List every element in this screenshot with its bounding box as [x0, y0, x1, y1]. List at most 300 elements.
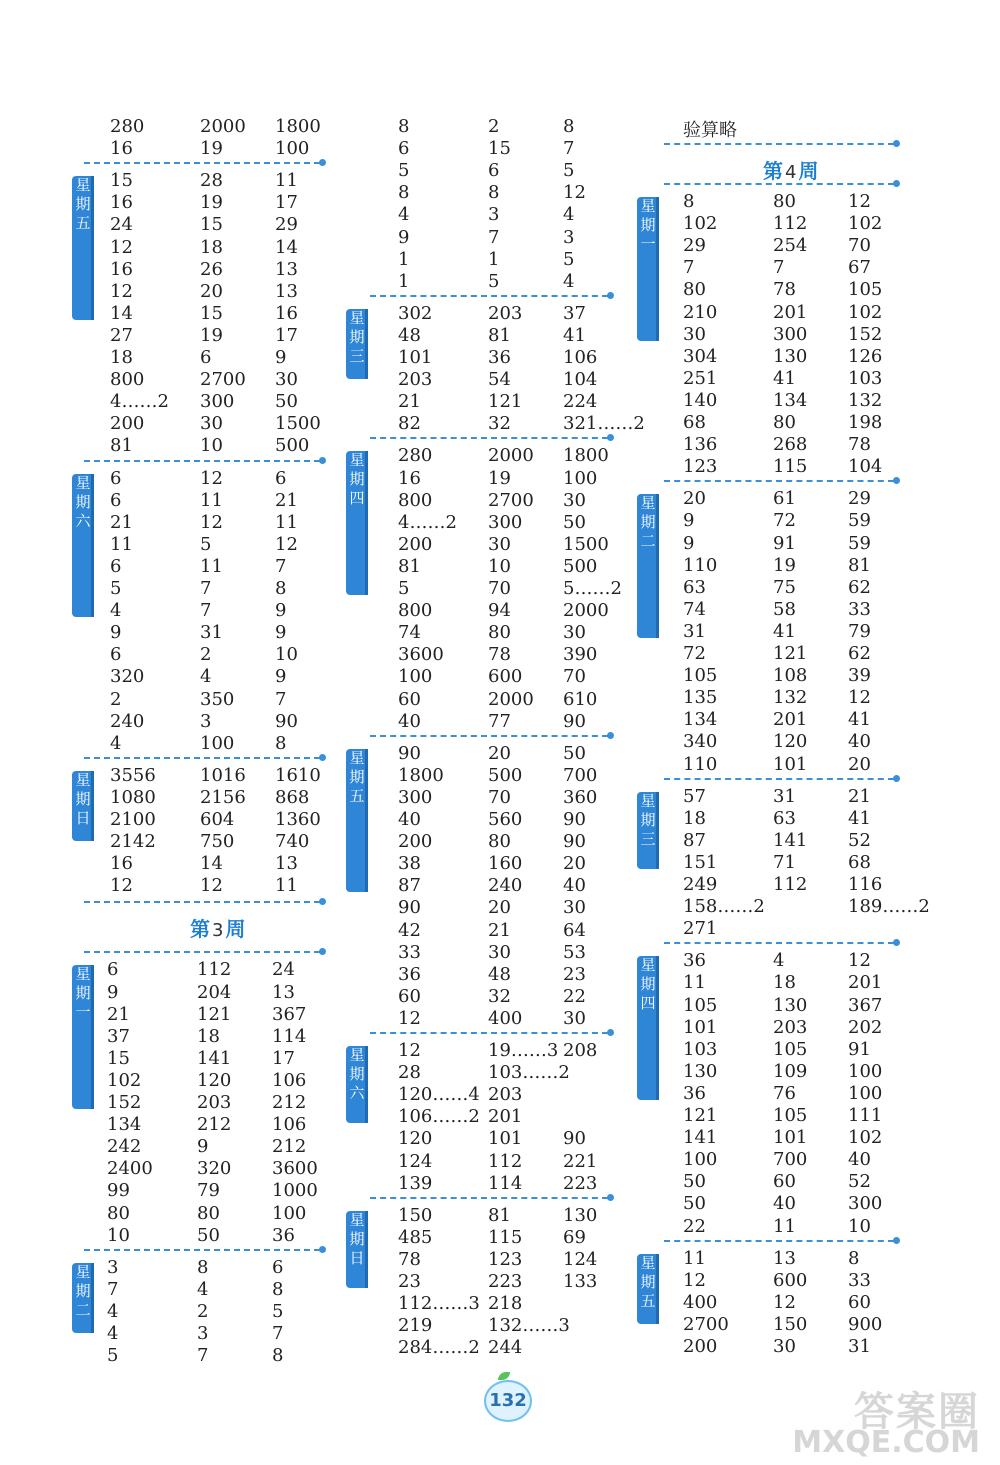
answer-value: 60 — [773, 1171, 796, 1193]
answer-row — [110, 116, 410, 138]
answer-row — [683, 687, 983, 709]
answer-value: 3 — [488, 204, 500, 226]
weekday-tab-char: 期 — [349, 1229, 365, 1248]
answer-row — [683, 1336, 983, 1358]
answer-value: 18 — [110, 347, 133, 368]
answer-value: 80 — [488, 831, 511, 853]
answer-value: 57 — [683, 785, 706, 807]
answer-value: 60 — [848, 1291, 871, 1313]
answer-value: 100 — [563, 467, 598, 489]
answer-value: 16 — [110, 258, 133, 280]
answer-value: 13 — [275, 853, 298, 875]
answer-value: 21 — [275, 489, 298, 511]
answer-value: 11 — [200, 555, 223, 577]
answer-value: 19 — [200, 138, 223, 160]
answer-value: 78 — [773, 279, 796, 301]
answer-value: 90 — [563, 831, 586, 853]
answer-value: 17 — [275, 324, 298, 346]
answer-row — [107, 1323, 407, 1345]
answer-value: 14 — [275, 236, 298, 258]
answer-row — [107, 1004, 407, 1026]
answer-row — [683, 972, 983, 994]
answer-value: 75 — [773, 576, 796, 598]
answer-value: 700 — [563, 764, 598, 786]
answer-row — [683, 235, 983, 257]
answer-row — [683, 456, 983, 478]
answer-value: 90 — [275, 710, 298, 732]
answer-value: 300 — [773, 323, 808, 345]
answer-value: 71 — [773, 851, 796, 873]
answer-row — [398, 875, 698, 897]
answer-value: 16 — [275, 302, 298, 324]
answer-value: 6 — [275, 467, 287, 489]
answer-value: 2 — [197, 1300, 209, 1322]
answer-value: 560 — [488, 809, 523, 830]
answer-value: 210 — [683, 301, 718, 323]
answer-value: 36 — [398, 963, 421, 985]
answer-row — [683, 1061, 983, 1083]
answer-value: 1500 — [563, 533, 609, 555]
answer-value: 5 — [398, 578, 410, 599]
answer-value: 4 — [563, 204, 575, 226]
answer-value: 8 — [488, 182, 500, 204]
answer-value: 244 — [488, 1337, 523, 1359]
answer-value: 240 — [488, 875, 523, 897]
answer-value: 12 — [398, 1040, 421, 1061]
answer-row — [683, 279, 983, 301]
answer-row — [683, 1017, 983, 1039]
answer-value: 17 — [272, 1047, 295, 1069]
answer-value: 114 — [272, 1025, 307, 1047]
answer-row — [683, 302, 983, 324]
answer-value: 4 — [563, 270, 575, 292]
answer-value: 31 — [773, 785, 796, 807]
answer-value: 80 — [488, 622, 511, 644]
weekday-tab — [346, 309, 368, 379]
answer-value: 134 — [683, 709, 718, 731]
answer-value: 8 — [398, 116, 410, 137]
answer-value: 8 — [563, 116, 575, 137]
answer-value: 160 — [488, 853, 523, 875]
answer-value: 81 — [110, 435, 133, 457]
answer-row — [683, 412, 983, 434]
answer-value: 2400 — [107, 1158, 153, 1180]
answer-value: 40 — [773, 1193, 796, 1215]
answer-value: 12 — [110, 280, 133, 302]
answer-value: 11 — [275, 875, 298, 897]
weekday-tab-char: 二 — [75, 1300, 91, 1319]
answer-value: 53 — [563, 941, 586, 963]
answer-value: 103……2 — [488, 1062, 570, 1084]
answer-value: 21 — [107, 1003, 130, 1025]
answer-value: 18 — [683, 807, 706, 829]
answer-value: 100 — [848, 1082, 883, 1104]
answer-value: 242 — [107, 1136, 142, 1158]
answer-value: 110 — [683, 554, 718, 576]
answer-value: 152 — [107, 1092, 142, 1113]
answer-value: 24 — [110, 214, 133, 236]
answer-value: 2000 — [488, 445, 534, 467]
answer-value: 87 — [683, 829, 706, 851]
answer-row — [398, 413, 698, 435]
weekday-tab — [72, 1263, 94, 1333]
answer-row — [683, 896, 983, 918]
answer-value: 3 — [107, 1256, 119, 1278]
answer-value: 76 — [773, 1082, 796, 1104]
answer-row — [398, 445, 698, 467]
dashed-divider — [84, 1249, 320, 1251]
answer-value: 12 — [110, 236, 133, 258]
answer-row — [683, 1149, 983, 1171]
watermark-url: MXQE.COM — [792, 1425, 980, 1460]
answer-value: 101 — [773, 1127, 808, 1149]
answer-value: 20 — [848, 753, 871, 775]
week-heading — [763, 155, 818, 184]
answer-value: 106 — [272, 1069, 307, 1091]
answer-value: 80 — [197, 1202, 220, 1224]
answer-value: 132 — [848, 389, 883, 411]
answer-value: 90 — [398, 897, 421, 919]
answer-value: 141 — [197, 1047, 232, 1069]
answer-value: 120 — [773, 731, 808, 753]
answer-value: 104 — [848, 456, 883, 478]
answer-value: 150 — [773, 1313, 808, 1335]
answer-value: 20 — [488, 897, 511, 919]
answer-value: 41 — [563, 324, 586, 346]
answer-value: 9 — [275, 347, 287, 368]
answer-value: 60 — [398, 688, 421, 710]
answer-value: 74 — [683, 598, 706, 620]
weekday-tab — [637, 197, 659, 341]
weekday-tab-char: 星 — [349, 308, 365, 327]
weekday-tab-char: 期 — [75, 195, 91, 214]
answer-value: 62 — [848, 643, 871, 664]
answer-value: 7 — [773, 257, 785, 279]
weekday-tab — [72, 176, 94, 320]
answer-row — [683, 488, 983, 510]
answer-value: 4 — [110, 732, 122, 754]
answer-row — [683, 709, 983, 731]
answer-value: 224 — [563, 391, 598, 413]
answer-value: 67 — [848, 257, 871, 279]
answer-value: 23 — [398, 1271, 421, 1292]
answer-value: 60 — [398, 985, 421, 1007]
answer-value: 27 — [110, 324, 133, 346]
answer-value: 50 — [563, 511, 586, 533]
answer-value: 112 — [773, 874, 808, 895]
answer-value: 604 — [200, 809, 235, 830]
answer-row — [683, 257, 983, 279]
answer-row — [107, 959, 407, 981]
weekday-tab-char: 二 — [640, 532, 656, 551]
answer-row — [683, 324, 983, 346]
answer-value: 1360 — [275, 809, 321, 830]
answer-row — [683, 191, 983, 213]
answer-value: 106 — [563, 347, 598, 368]
answer-value: 9 — [398, 226, 410, 248]
answer-value: 80 — [773, 412, 796, 433]
answer-value: 201 — [773, 301, 808, 323]
answer-row — [683, 1248, 983, 1270]
answer-value: 100 — [683, 1149, 718, 1171]
answer-value: 203 — [488, 302, 523, 324]
answer-value: 6 — [110, 489, 122, 511]
answer-value: 15 — [488, 138, 511, 160]
answer-value: 68 — [683, 412, 706, 433]
answer-value: 10 — [200, 435, 223, 457]
answer-row — [110, 413, 410, 435]
answer-value: 2000 — [200, 116, 246, 137]
week-prefix: 第 — [190, 917, 210, 942]
week-suffix: 周 — [798, 159, 819, 183]
dashed-divider — [370, 295, 608, 297]
answer-value: 70 — [488, 578, 511, 599]
week-number: 3 — [212, 920, 224, 942]
answer-value: 2 — [200, 644, 212, 666]
weekday-tab-char: 星 — [75, 1262, 91, 1281]
answer-value: 102 — [848, 213, 883, 235]
answer-value: 104 — [563, 369, 598, 391]
answer-value: 9 — [275, 600, 287, 622]
answer-value: 5 — [563, 160, 575, 182]
weekday-tab-char: 期 — [75, 492, 91, 511]
answer-row — [110, 622, 410, 644]
answer-value: 20 — [683, 488, 706, 510]
answer-value: 21 — [848, 785, 871, 807]
answer-value: 9 — [275, 666, 287, 688]
answer-value: 50 — [197, 1224, 220, 1246]
answer-value: 4 — [200, 666, 212, 688]
answer-value: 79 — [848, 620, 871, 642]
weekday-tab-char: 六 — [349, 1084, 365, 1102]
answer-value: 4 — [197, 1278, 209, 1300]
dashed-divider — [370, 1032, 608, 1034]
answer-value: 105 — [773, 1038, 808, 1060]
answer-value: 6 — [200, 347, 212, 368]
answer-value: 121 — [773, 643, 808, 664]
answer-value: 12 — [200, 875, 223, 897]
answer-value: 30 — [563, 489, 586, 511]
weekday-tab — [637, 792, 659, 869]
answer-value: 1000 — [272, 1180, 318, 1202]
answer-value: 2142 — [110, 831, 156, 853]
answer-value: 114 — [488, 1172, 523, 1194]
answer-value: 40 — [848, 731, 871, 753]
answer-value: 19 — [773, 554, 796, 576]
answer-row — [683, 390, 983, 412]
answer-row — [107, 1136, 407, 1158]
answer-value: 1 — [488, 248, 500, 270]
answer-value: 42 — [398, 919, 421, 941]
answer-value: 9 — [197, 1136, 209, 1158]
weekday-tab — [637, 1254, 659, 1324]
answer-value: 3 — [200, 710, 212, 732]
answer-value: 30 — [488, 533, 511, 555]
answer-value: 14 — [200, 853, 223, 875]
answer-row — [110, 170, 410, 192]
answer-value: 112 — [488, 1150, 523, 1172]
answer-value: 12 — [848, 687, 871, 709]
answer-value: 81 — [488, 324, 511, 346]
answer-value: 62 — [848, 576, 871, 598]
answer-value: 16 — [110, 138, 133, 160]
answer-value: 31 — [848, 1336, 871, 1357]
answer-value: 102 — [107, 1069, 142, 1091]
answer-value: 124 — [563, 1248, 598, 1270]
answer-value: 24 — [272, 959, 295, 981]
answer-value: 40 — [563, 875, 586, 897]
answer-value: 10 — [275, 644, 298, 666]
answer-value: 50 — [683, 1171, 706, 1193]
answer-value: 8 — [683, 191, 695, 212]
answer-value: 15 — [200, 214, 223, 236]
answer-value: 212 — [197, 1114, 232, 1136]
answer-value: 105 — [848, 279, 883, 301]
answer-value: 304 — [683, 345, 718, 367]
answer-value: 3 — [563, 226, 575, 248]
answer-value: 19 — [488, 467, 511, 489]
answer-value: 7 — [275, 555, 287, 577]
weekday-tab-char: 期 — [640, 810, 656, 829]
answer-value: 135 — [683, 687, 718, 709]
answer-value: 2000 — [563, 600, 609, 622]
answer-value: 10 — [488, 555, 511, 577]
answer-value: 600 — [773, 1269, 808, 1291]
answer-row — [683, 213, 983, 235]
answer-value: 223 — [563, 1172, 598, 1194]
answer-row — [398, 1205, 698, 1227]
weekday-tab-char: 四 — [349, 489, 365, 508]
answer-value: 50 — [563, 742, 586, 764]
answer-value: 103 — [848, 367, 883, 389]
answer-value: 28 — [398, 1062, 421, 1084]
answer-value: 111 — [848, 1105, 883, 1126]
answer-value: 219 — [398, 1315, 433, 1337]
answer-row — [683, 368, 983, 390]
answer-row — [398, 116, 698, 138]
answer-value: 6 — [110, 467, 122, 489]
answer-value: 1610 — [275, 764, 321, 786]
weekday-tab-char: 三 — [640, 829, 656, 848]
answer-value: 900 — [848, 1313, 883, 1335]
answer-value: 105 — [683, 665, 718, 687]
answer-value: 280 — [398, 445, 433, 467]
answer-value: 29 — [275, 214, 298, 236]
answer-value: 202 — [848, 1016, 883, 1038]
weekday-tab-char: 一 — [75, 1003, 91, 1022]
answer-value: 300 — [200, 391, 235, 413]
answer-value: 78 — [398, 1248, 421, 1270]
answer-value: 121 — [197, 1003, 232, 1025]
watermark-logo: 答案圈 — [854, 1389, 980, 1435]
answer-value: 20 — [488, 742, 511, 764]
answer-value: 367 — [272, 1003, 307, 1025]
answer-value: 70 — [563, 666, 586, 688]
answer-row — [683, 533, 983, 555]
answer-value: 22 — [683, 1215, 706, 1237]
weekday-tab-char: 期 — [349, 767, 365, 786]
answer-row — [398, 743, 698, 765]
answer-value: 41 — [773, 367, 796, 389]
answer-value: 700 — [773, 1149, 808, 1171]
answer-value: 9 — [110, 622, 122, 644]
answer-value: 1800 — [398, 764, 444, 786]
answer-value: 12 — [848, 950, 871, 972]
answer-row — [107, 1158, 407, 1180]
answer-value: 30 — [773, 1336, 796, 1357]
answer-value: 100 — [275, 138, 310, 160]
answer-value: 11 — [683, 1247, 706, 1269]
answer-value: 112……3 — [398, 1293, 480, 1315]
answer-value: 101 — [398, 347, 433, 368]
answer-row — [683, 1193, 983, 1215]
answer-value: 63 — [773, 807, 796, 829]
answer-value: 6 — [272, 1256, 284, 1278]
answer-value: 33 — [848, 598, 871, 620]
answer-value: 10 — [107, 1224, 130, 1246]
answer-row — [110, 666, 410, 688]
answer-value: 208 — [563, 1040, 598, 1061]
dashed-divider — [370, 1197, 608, 1199]
answer-row — [398, 347, 698, 369]
answer-value: 48 — [488, 963, 511, 985]
answer-value: 4 — [773, 950, 785, 972]
answer-value: 109 — [773, 1060, 808, 1082]
answer-value: 320 — [197, 1158, 232, 1180]
answer-value: 120……4 — [398, 1084, 480, 1106]
answer-value: 203 — [197, 1092, 232, 1113]
weekday-tab — [637, 494, 659, 638]
answer-value: 41 — [848, 709, 871, 731]
answer-value: 30 — [683, 323, 706, 345]
answer-value: 1016 — [200, 764, 246, 786]
answer-value: 100 — [848, 1060, 883, 1082]
answer-value: 1080 — [110, 786, 156, 808]
answer-value: 102 — [848, 1127, 883, 1149]
weekday-tab — [346, 749, 368, 893]
answer-value: 15 — [200, 302, 223, 324]
answer-value: 78 — [848, 434, 871, 456]
dashed-divider — [370, 437, 608, 439]
answer-value: 500 — [563, 555, 598, 577]
answer-row — [683, 599, 983, 621]
answer-value: 300 — [848, 1193, 883, 1215]
answer-value: 106 — [272, 1114, 307, 1136]
answer-value: 50 — [683, 1193, 706, 1215]
answer-value: 203 — [398, 369, 433, 391]
answer-value: 11 — [110, 533, 133, 555]
answer-value: 82 — [398, 413, 421, 435]
answer-value: 10 — [848, 1215, 871, 1237]
answer-value: 101 — [488, 1128, 523, 1150]
answer-value: 4 — [107, 1300, 119, 1322]
week-prefix: 第 — [763, 159, 783, 183]
answer-value: 4 — [107, 1323, 119, 1344]
answer-value: 1800 — [275, 116, 321, 137]
answer-value: 102 — [848, 301, 883, 323]
answer-value: 50 — [275, 391, 298, 413]
answer-row — [398, 1173, 698, 1195]
answer-value: 8 — [272, 1278, 284, 1300]
weekday-tab-char: 期 — [349, 470, 365, 489]
answer-value: 300 — [398, 786, 433, 808]
answer-value: 29 — [848, 488, 871, 510]
answer-value: 59 — [848, 510, 871, 532]
weekday-tab — [346, 1046, 368, 1123]
answer-value: 13 — [773, 1247, 796, 1269]
answer-row — [107, 1180, 407, 1202]
answer-value: 15 — [107, 1047, 130, 1069]
